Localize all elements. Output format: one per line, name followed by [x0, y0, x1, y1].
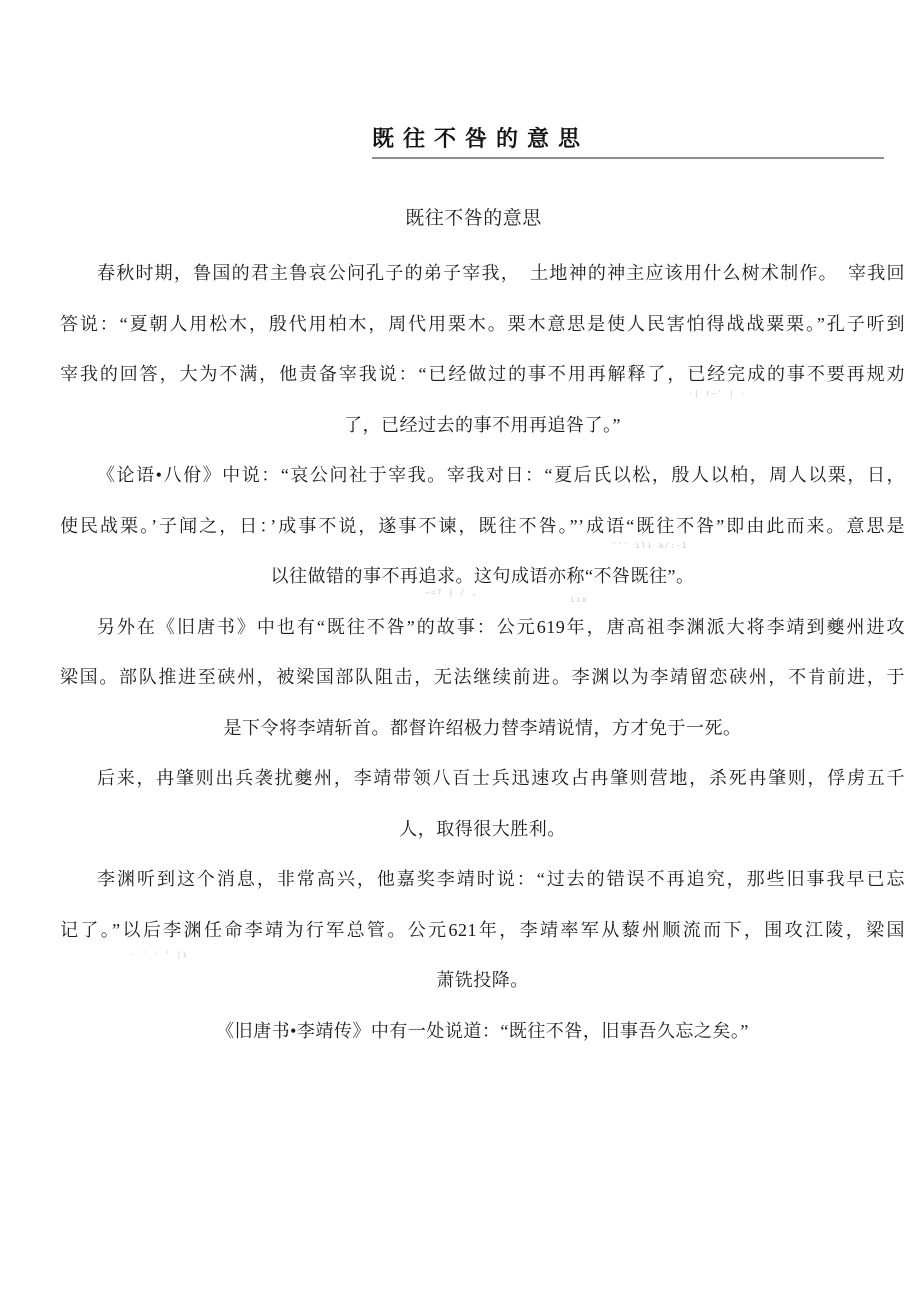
- scan-artifact: ·| r—' | ·: [688, 389, 747, 398]
- page-title: 既往不咎的意思: [372, 127, 884, 159]
- paragraph-line: 李渊听到这个消息，非常高兴，他嘉奖李靖时说：“过去的错误不再追究，那些旧事我早已忘: [97, 869, 905, 889]
- paragraph-line: 是下令将李靖斩首。都督许绍极力替李靖说情，方才免于一死。: [223, 717, 742, 738]
- paragraph-line: 萧铣投降。: [436, 970, 529, 990]
- scan-artifact: ''' ılı a/:·1: [612, 541, 688, 550]
- paragraph-line: 春秋时期，鲁国的君主鲁哀公问孔子的弟子宰我， 土地神的神主应该用什么树术制作。 宰我回: [97, 263, 905, 283]
- paragraph-line: 了，已经过去的事不用再追咎了。”: [344, 414, 621, 435]
- paragraph-line: 以往做错的事不再追求。这句成语亦称“不咎既往”。: [270, 566, 695, 586]
- paragraph-line: 答说：“夏朝人用松木，殷代用柏木，周代用栗木。栗木意思是使人民害怕得战战粟栗。”孔子听到: [60, 313, 905, 334]
- scan-artifact: ııx: [570, 595, 588, 604]
- paragraph-line: 《旧唐书•李靖传》中有一处说道：“既往不咎，旧事吾久忘之矣。”: [216, 1020, 749, 1041]
- paragraph-line: 使民战栗。’子闻之，日：’成事不说，遂事不谏，既往不咎。”’成语“既往不咎”即由此而来。意思是: [60, 515, 905, 536]
- paragraph-line: 另外在《旧唐书》中也有“既往不咎”的故事：公元619年，唐高祖李渊派大将李靖到夔州进攻: [97, 616, 905, 637]
- document-subtitle: 既往不咎的意思: [405, 208, 542, 229]
- paragraph-line: 记了。”以后李渊任命李靖为行军总管。公元621年，李靖率军从藜州顺流而下，围攻江陵，梁国: [60, 919, 905, 940]
- paragraph-line: 后来，冉肇则出兵袭扰夔州，李靖带领八百士兵迅速攻占冉肇则营地，杀死冉肇则，俘虏五千: [97, 768, 905, 788]
- paragraph-line: 梁国。部队推进至硖州，被梁国部队阻击，无法继续前进。李渊以为李靖留恋硖州，不肯前进，于: [60, 667, 905, 687]
- scan-artifact: —=7 ] / ,: [425, 588, 478, 597]
- paragraph-line: 《论语•八佾》中说：“哀公问社于宰我。宰我对日：“夏后氏以松，殷人以柏，周人以栗，日，: [97, 465, 905, 485]
- scan-artifact: · ' ' ' |ı: [130, 950, 189, 959]
- paragraph-line: 人，取得很大胜利。: [399, 818, 566, 839]
- paragraph-line: 宰我的回答，大为不满，他责备宰我说：“已经做过的事不用再解释了，已经完成的事不要再规劝: [60, 364, 905, 384]
- document-body: [60, 248, 905, 1056]
